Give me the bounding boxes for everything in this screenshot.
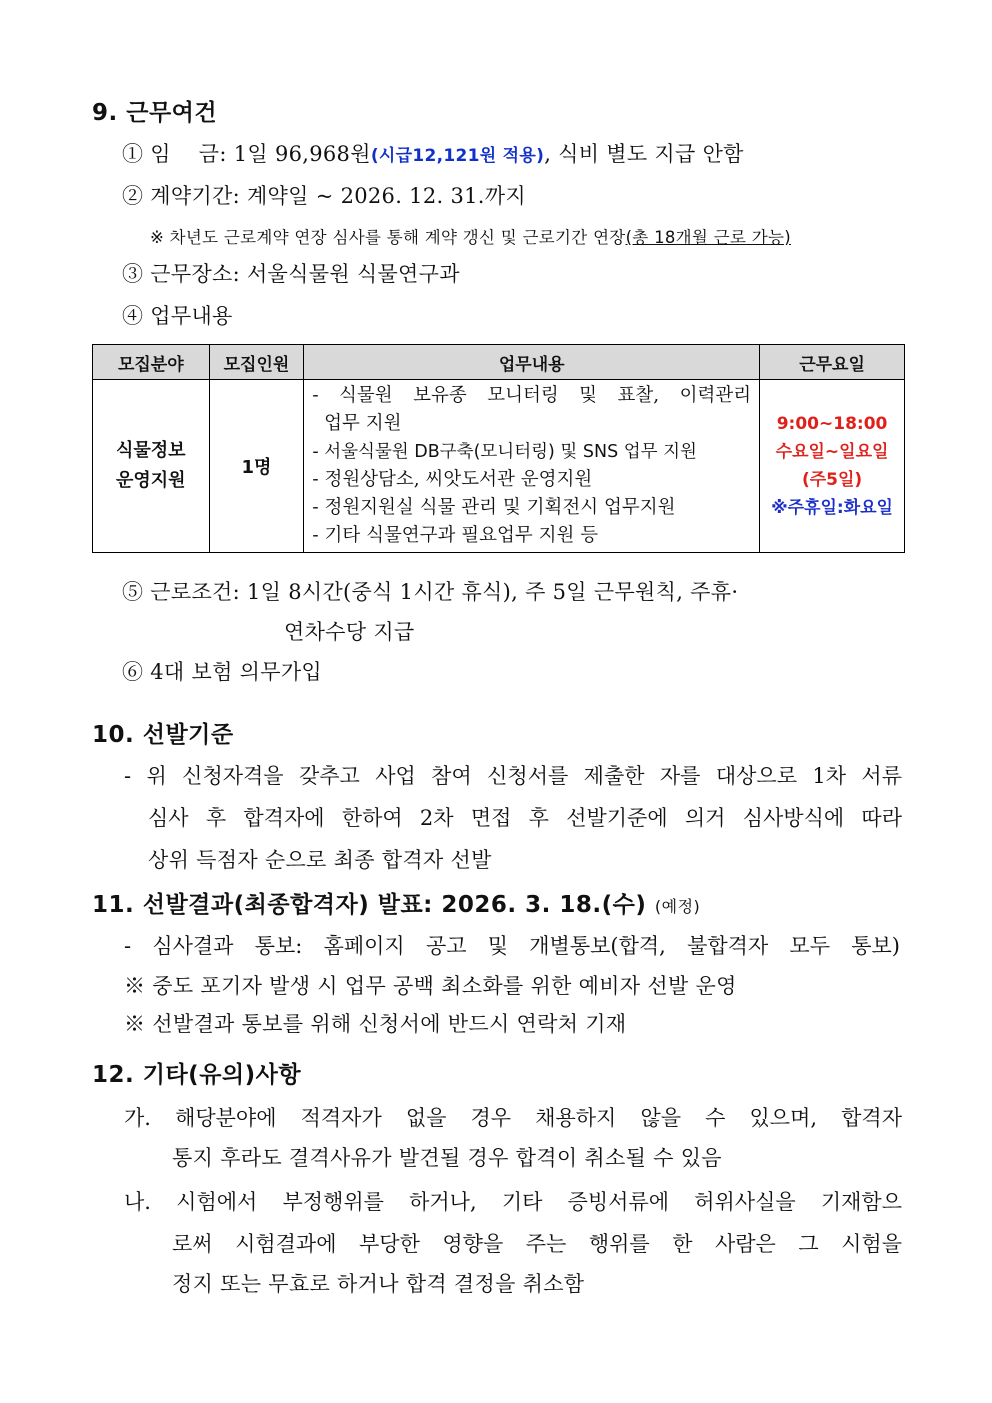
section-11-title-text: 11. 선발결과(최종합격자) 발표: 2026. 3. 18.(수)	[92, 892, 647, 918]
wage-label: ① 임 금:	[122, 142, 227, 166]
duty-item: - 정원상담소, 씨앗도서관 운영지원	[312, 469, 593, 490]
table-row	[93, 380, 905, 553]
insurance-line: ⑥ 4대 보험 의무가입	[122, 660, 322, 684]
note-na-line1: 나. 시험에서 부정행위를 하거나, 기타 증빙서류에 허위사실을 기재함으	[124, 1190, 902, 1214]
work-hours: 9:00~18:00	[776, 414, 888, 434]
field-cell	[93, 380, 210, 553]
days-per-week: (주5일)	[801, 470, 863, 490]
working-conditions-line2: 연차수당 지급	[284, 620, 415, 644]
section-11-title	[92, 886, 700, 919]
note-ga-line2: 통지 후라도 결격사유가 발견될 경우 합격이 취소될 수 있음	[172, 1146, 722, 1170]
duty-item: - 서울식물원 DB구축(모니터링) 및 SNS 업무 지원	[312, 442, 697, 462]
duty-item: - 식물원 보유종 모니터링 및 표찰, 이력관리	[312, 385, 752, 406]
field-name-line2: 운영지원	[116, 470, 186, 491]
section-9-title: 9. 근무여건	[92, 100, 218, 126]
criteria-line1: - 위 신청자격을 갖추고 사업 참여 신청서를 제출한 자를 대상으로 1차 서류	[124, 764, 902, 788]
result-line1: - 심사결과 통보: 홈페이지 공고 및 개별통보(합격, 불합격자 모두 통보)	[124, 934, 900, 958]
duty-item: - 기타 식물연구과 필요업무 지원 등	[312, 525, 599, 546]
count-cell: 1명	[209, 380, 304, 553]
duties-heading: ④ 업무내용	[122, 304, 233, 328]
duties-cell	[304, 380, 760, 553]
duty-item: 업무 지원	[312, 413, 402, 434]
result-line2: ※ 중도 포기자 발생 시 업무 공백 최소화를 위한 예비자 선발 운영	[124, 974, 737, 998]
renewal-note	[150, 224, 791, 248]
field-name-line1: 식물정보	[116, 440, 186, 461]
criteria-line3: 상위 득점자 순으로 최종 합격자 선발	[148, 848, 492, 872]
wage-value: 1일 96,968원	[233, 142, 371, 166]
header-count: 모집인원	[209, 345, 304, 380]
note-na-line2: 로써 시험결과에 부당한 영향을 주는 행위를 한 사람은 그 시험을	[172, 1232, 902, 1256]
section-10-title: 10. 선발기준	[92, 722, 234, 748]
work-days: 수요일~일요일	[775, 442, 889, 462]
header-field: 모집분야	[93, 345, 210, 380]
header-workdays: 근무요일	[760, 345, 905, 380]
renewal-note-text: ※ 차년도 근로계약 연장 심사를 통해 계약 갱신 및 근로기간 연장	[150, 228, 626, 247]
section-11-title-suffix: (예정)	[654, 897, 701, 916]
duty-item: - 정원지원실 식물 관리 및 기획전시 업무지원	[312, 497, 676, 518]
header-duties: 업무내용	[304, 345, 760, 380]
note-ga-line1: 가. 해당분야에 적격자가 없을 경우 채용하지 않을 수 있으며, 합격자	[124, 1106, 902, 1130]
renewal-note-underlined: (총 18개월 근로 가능)	[625, 228, 791, 247]
result-line3: ※ 선발결과 통보를 위해 신청서에 반드시 연락처 기재	[124, 1012, 627, 1036]
workdays-cell	[760, 380, 905, 553]
wage-line	[122, 138, 744, 168]
hourly-wage-note: (시급12,121원 적용)	[370, 146, 545, 166]
recruitment-table	[92, 344, 905, 553]
contract-period: ② 계약기간: 계약일 ~ 2026. 12. 31.까지	[122, 184, 526, 208]
weekly-holiday: ※주휴일:화요일	[771, 498, 893, 518]
note-na-line3: 정지 또는 무효로 하거나 합격 결정을 취소함	[172, 1272, 585, 1296]
work-location: ③ 근무장소: 서울식물원 식물연구과	[122, 262, 460, 286]
section-12-title: 12. 기타(유의)사항	[92, 1062, 302, 1088]
working-conditions-line1: ⑤ 근로조건: 1일 8시간(중식 1시간 휴식), 주 5일 근무원칙, 주휴·	[122, 580, 739, 604]
criteria-line2: 심사 후 합격자에 한하여 2차 면접 후 선발기준에 의거 심사방식에 따라	[148, 806, 902, 830]
table-header-row	[93, 345, 905, 380]
wage-rest: , 식비 별도 지급 안함	[544, 142, 744, 166]
